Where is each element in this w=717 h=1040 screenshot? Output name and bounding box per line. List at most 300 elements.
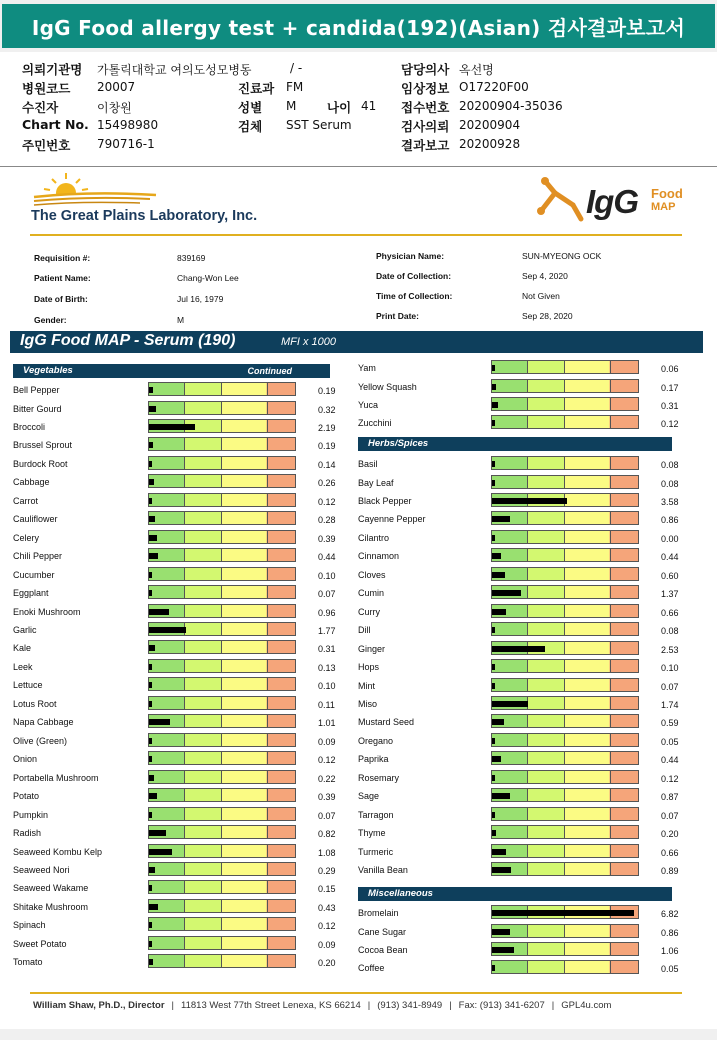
result-bar (491, 942, 639, 956)
result-bar (491, 714, 639, 728)
food-row (358, 604, 703, 622)
bar-divider (221, 697, 222, 709)
bar-divider (221, 937, 222, 949)
category-header (358, 887, 672, 901)
result-bar-fill (149, 406, 156, 412)
bar-divider (564, 734, 565, 746)
result-bar-fill (149, 682, 152, 688)
food-name: Cucumber (13, 569, 55, 580)
food-value: 0.20 (661, 829, 679, 840)
bar-divider (184, 918, 185, 930)
food-row (13, 862, 358, 880)
food-row (358, 659, 703, 677)
bar-divider (527, 416, 528, 428)
result-bar (148, 899, 296, 913)
food-name: Radish (13, 828, 42, 838)
result-bar (491, 604, 639, 618)
food-row (13, 696, 358, 714)
bar-divider (267, 420, 268, 432)
bar-divider (184, 734, 185, 746)
bar-divider (564, 476, 565, 488)
bar-divider (564, 416, 565, 428)
bar-divider (184, 494, 185, 506)
bar-divider (184, 808, 185, 820)
header-label: 담당의사 (401, 62, 450, 77)
bar-divider (610, 925, 611, 937)
header-value: 20200904-35036 (459, 99, 563, 113)
food-value: 0.26 (318, 478, 336, 489)
result-bar-fill (149, 535, 157, 541)
bar-divider (564, 549, 565, 561)
bar-divider (267, 697, 268, 709)
patient-info-value: Jul 16, 1979 (177, 294, 224, 304)
result-bar (148, 733, 296, 747)
result-bar-fill (149, 553, 158, 559)
bar-divider (221, 568, 222, 580)
food-name: Cocoa Bean (358, 944, 408, 955)
bar-divider (267, 438, 268, 450)
food-name: Cumin (358, 588, 385, 599)
bar-divider (610, 568, 611, 580)
bar-divider (184, 586, 185, 598)
header-label: 의뢰기관명 (22, 62, 83, 77)
result-bar (491, 924, 639, 938)
bar-divider (610, 845, 611, 857)
result-bar (148, 696, 296, 710)
result-bar (148, 880, 296, 894)
food-name: Bell Pepper (13, 385, 60, 395)
food-value: 1.37 (661, 589, 679, 600)
result-bar (148, 382, 296, 396)
bar-divider (184, 549, 185, 561)
food-name: Yellow Squash (358, 381, 417, 392)
bar-divider (527, 752, 528, 764)
food-value: 0.39 (318, 792, 336, 803)
bar-divider (564, 752, 565, 764)
result-bar (148, 844, 296, 858)
result-bar-fill (492, 947, 514, 953)
food-name: Cloves (358, 569, 386, 580)
bar-divider (564, 925, 565, 937)
food-value: 0.86 (661, 515, 679, 526)
patient-info-label: Time of Collection: (376, 291, 453, 301)
result-bar (148, 585, 296, 599)
bar-divider (527, 380, 528, 392)
bar-divider (221, 715, 222, 727)
bar-divider (221, 845, 222, 857)
food-name: Bromelain (358, 908, 399, 918)
food-value: 0.44 (661, 755, 679, 766)
continued-label: Continued (247, 366, 292, 376)
bar-divider (184, 845, 185, 857)
bar-divider (527, 476, 528, 488)
food-row (13, 751, 358, 769)
bar-divider (267, 752, 268, 764)
food-row (13, 954, 358, 972)
result-bar-fill (492, 719, 504, 725)
section-bar (10, 331, 703, 353)
bar-divider (184, 826, 185, 838)
lab-name: The Great Plains Laboratory, Inc. (31, 208, 258, 224)
result-bar-fill (492, 535, 495, 541)
bar-divider (267, 531, 268, 543)
food-row (358, 622, 703, 640)
food-value: 0.66 (661, 607, 679, 618)
bar-divider (564, 361, 565, 373)
bar-divider (184, 605, 185, 617)
food-value: 0.08 (661, 460, 679, 470)
result-bar-fill (492, 849, 506, 855)
result-bar (148, 788, 296, 802)
bar-divider (527, 398, 528, 410)
result-bar (491, 493, 639, 507)
result-bar (491, 397, 639, 411)
bar-divider (267, 937, 268, 949)
bar-divider (527, 549, 528, 561)
result-bar (491, 379, 639, 393)
result-bar-fill (149, 959, 153, 965)
food-name: Tomato (13, 957, 43, 968)
bar-divider (527, 734, 528, 746)
food-value: 0.14 (318, 459, 336, 470)
bar-divider (610, 494, 611, 506)
bar-divider (221, 402, 222, 414)
bar-divider (267, 605, 268, 617)
food-value: 0.09 (318, 939, 336, 950)
food-name: Cabbage (13, 477, 50, 488)
food-name: Pumpkin (13, 809, 49, 820)
header-value: 15498980 (97, 118, 159, 132)
result-bar (148, 862, 296, 876)
bar-divider (527, 863, 528, 875)
result-bar (491, 567, 639, 581)
food-name: Miso (358, 699, 378, 709)
food-value: 0.86 (661, 927, 679, 938)
result-bar-fill (492, 910, 634, 916)
bar-divider (267, 771, 268, 783)
food-row (358, 714, 703, 732)
food-value: 0.08 (661, 626, 679, 637)
logo-map-text: MAP (651, 201, 676, 213)
food-row (13, 493, 358, 511)
result-bar (148, 530, 296, 544)
bar-divider (184, 475, 185, 487)
food-value: 0.28 (318, 515, 336, 526)
result-bar-fill (492, 553, 501, 559)
food-name: Bitter Gourd (13, 403, 62, 414)
bar-divider (221, 918, 222, 930)
food-name: Cilantro (358, 532, 390, 543)
food-name: Leek (13, 661, 33, 672)
food-value: 0.07 (318, 589, 336, 600)
food-value: 2.19 (318, 422, 336, 433)
bar-divider (267, 512, 268, 524)
bar-divider (564, 642, 565, 654)
food-row (358, 511, 703, 529)
bar-divider (267, 845, 268, 857)
result-bar-fill (492, 572, 505, 578)
food-value: 1.74 (661, 700, 679, 710)
header-value: 20200928 (459, 137, 521, 151)
result-bar-fill (492, 756, 501, 762)
patient-info-value: SUN-MYEONG OCK (522, 251, 602, 261)
food-name: Potato (13, 791, 40, 802)
result-bar (148, 825, 296, 839)
bar-divider (610, 863, 611, 875)
food-value: 0.60 (661, 570, 679, 581)
food-name: Rosemary (358, 772, 400, 783)
food-name: Seaweed Kombu Kelp (13, 846, 103, 857)
food-name: Zucchini (358, 418, 392, 429)
food-name: Cane Sugar (358, 926, 407, 937)
header-label: 결과보고 (401, 138, 450, 153)
food-name: Vanilla Bean (358, 865, 408, 876)
result-bar (148, 917, 296, 931)
bar-divider (610, 476, 611, 488)
bar-divider (184, 697, 185, 709)
bar-divider (221, 438, 222, 450)
sun-logo-icon (30, 171, 160, 209)
food-row (358, 678, 703, 696)
food-name: Chili Pepper (13, 551, 63, 562)
food-value: 0.10 (318, 570, 336, 581)
korean-header (0, 52, 717, 166)
food-row (13, 733, 358, 751)
food-row (358, 475, 703, 493)
bar-divider (221, 826, 222, 838)
result-bar (491, 530, 639, 544)
food-name: Portabella Mushroom (13, 772, 99, 783)
bar-divider (221, 586, 222, 598)
bar-divider (267, 641, 268, 653)
bar-divider (267, 568, 268, 580)
patient-info-label: Patient Name: (34, 273, 91, 283)
category-title: Miscellaneous (368, 888, 433, 899)
result-bar-fill (149, 885, 152, 891)
food-row (13, 899, 358, 917)
bar-divider (221, 752, 222, 764)
bar-divider (184, 383, 185, 395)
bar-divider (184, 881, 185, 893)
result-bar-fill (149, 830, 166, 836)
result-bar (491, 770, 639, 784)
bar-divider (221, 494, 222, 506)
food-row (13, 640, 358, 658)
bar-divider (564, 660, 565, 672)
category-header (13, 364, 330, 378)
food-name: Black Pepper (358, 495, 412, 506)
food-value: 0.96 (318, 607, 336, 618)
food-row (13, 419, 358, 437)
bar-divider (267, 475, 268, 487)
bar-divider (527, 771, 528, 783)
food-row (358, 696, 703, 714)
food-name: Lotus Root (13, 698, 57, 709)
result-bar-fill (492, 590, 521, 596)
food-name: Onion (13, 754, 38, 765)
result-bar (148, 511, 296, 525)
food-value: 1.06 (661, 945, 679, 956)
bar-divider (610, 549, 611, 561)
food-value: 1.01 (318, 718, 336, 729)
header-value: 이창원 (97, 101, 132, 115)
bar-divider (527, 845, 528, 857)
result-bar-fill (149, 424, 195, 430)
result-bar (491, 548, 639, 562)
bar-divider (267, 715, 268, 727)
result-bar (148, 401, 296, 415)
food-name: Brussel Sprout (13, 440, 73, 451)
bar-divider (610, 457, 611, 469)
food-row (358, 751, 703, 769)
food-value: 0.12 (318, 921, 336, 932)
logo-igg-text: IgG (586, 183, 638, 220)
bar-divider (267, 808, 268, 820)
bar-divider (564, 586, 565, 598)
result-bar (491, 641, 639, 655)
result-bar-fill (149, 719, 170, 725)
food-row (358, 397, 703, 415)
food-row (13, 382, 358, 400)
patient-info-label: Print Date: (376, 311, 419, 321)
bar-divider (527, 943, 528, 955)
food-row (13, 474, 358, 492)
food-row (13, 770, 358, 788)
food-value: 0.11 (318, 699, 335, 710)
food-value: 0.66 (661, 847, 679, 858)
food-value: 0.32 (318, 404, 336, 415)
result-bar (491, 475, 639, 489)
food-row (13, 677, 358, 695)
header-label: 나이 (327, 100, 352, 115)
food-name: Cayenne Pepper (358, 514, 426, 525)
food-name: Seaweed Wakame (13, 883, 89, 894)
bar-divider (610, 416, 611, 428)
bar-divider (610, 361, 611, 373)
food-row (358, 548, 703, 566)
lab-report (0, 167, 717, 1029)
bar-divider (221, 457, 222, 469)
bar-divider (184, 771, 185, 783)
food-row (358, 825, 703, 843)
food-value: 0.15 (318, 884, 336, 895)
footer: William Shaw, Ph.D., Director | 11813 West 77th Street Lenexa, KS 66214 | (913) 341-8949 | Fax: (913) 341-6207 | GPL4u.com (33, 1000, 612, 1011)
food-row (13, 788, 358, 806)
food-value: 0.44 (318, 552, 336, 563)
result-bar (148, 456, 296, 470)
header-value: 790716-1 (97, 137, 155, 151)
bar-divider (267, 623, 268, 635)
bar-divider (610, 512, 611, 524)
bar-divider (184, 678, 185, 690)
bar-divider (184, 512, 185, 524)
bar-divider (527, 826, 528, 838)
bar-divider (610, 961, 611, 973)
bar-divider (527, 961, 528, 973)
category-title: Vegetables (23, 365, 73, 376)
result-bar (491, 659, 639, 673)
footer-director: William Shaw, Ph.D., Director (33, 1000, 165, 1011)
food-name: Celery (13, 532, 40, 543)
result-bar-fill (149, 516, 155, 522)
patient-info-value: 839169 (177, 253, 206, 263)
result-bar-fill (492, 365, 495, 371)
food-name: Shitake Mushroom (13, 901, 89, 912)
result-bar-fill (492, 664, 495, 670)
bar-divider (184, 937, 185, 949)
food-value: 0.06 (661, 364, 679, 374)
food-row (358, 493, 703, 511)
bar-divider (184, 568, 185, 580)
bar-divider (564, 531, 565, 543)
patient-info-label: Requisition #: (34, 253, 91, 263)
food-name: Thyme (358, 828, 386, 839)
footer-web[interactable]: GPL4u.com (561, 1000, 612, 1011)
bar-divider (184, 641, 185, 653)
bar-divider (564, 605, 565, 617)
result-bar-fill (492, 646, 545, 652)
bar-divider (610, 943, 611, 955)
result-bar (491, 456, 639, 470)
brand-divider (30, 234, 682, 236)
food-value: 0.07 (661, 681, 679, 692)
header-label: 임상정보 (401, 81, 450, 96)
result-bar (148, 474, 296, 488)
result-bar-fill (492, 929, 510, 935)
food-row (13, 604, 358, 622)
food-name: Cauliflower (13, 514, 58, 525)
bar-divider (610, 808, 611, 820)
result-bar-fill (492, 830, 496, 836)
bar-divider (221, 771, 222, 783)
result-bar-fill (492, 609, 506, 615)
food-row (13, 548, 358, 566)
food-name: Napa Cabbage (13, 717, 74, 728)
food-name: Oregano (358, 735, 394, 746)
food-row (358, 360, 703, 378)
mfi-label: MFI x 1000 (281, 336, 337, 348)
bar-divider (221, 475, 222, 487)
header-value: M (286, 99, 297, 113)
footer-address: 11813 West 77th Street Lenexa, KS 66214 (181, 1000, 361, 1011)
bar-divider (610, 605, 611, 617)
bar-divider (610, 752, 611, 764)
result-bar-fill (492, 738, 495, 744)
food-value: 0.05 (661, 964, 679, 975)
food-value: 0.10 (661, 663, 679, 674)
result-bar-fill (149, 627, 186, 633)
food-name: Dill (358, 625, 371, 636)
header-value: 가톨릭대학교 여의도성모병동 (97, 63, 252, 77)
bar-divider (564, 697, 565, 709)
bar-divider (184, 531, 185, 543)
bar-divider (610, 789, 611, 801)
bar-divider (610, 380, 611, 392)
food-name: Mint (358, 680, 376, 691)
food-name: Tarragon (358, 809, 394, 820)
food-value: 0.13 (318, 662, 336, 673)
food-row (358, 844, 703, 862)
food-value: 6.82 (661, 909, 679, 919)
result-bar (148, 548, 296, 562)
result-bar (148, 567, 296, 581)
food-name: Hops (358, 662, 380, 673)
bar-divider (610, 715, 611, 727)
food-value: 0.07 (318, 810, 336, 821)
result-bar (491, 415, 639, 429)
bar-divider (564, 398, 565, 410)
result-bar-fill (149, 645, 155, 651)
